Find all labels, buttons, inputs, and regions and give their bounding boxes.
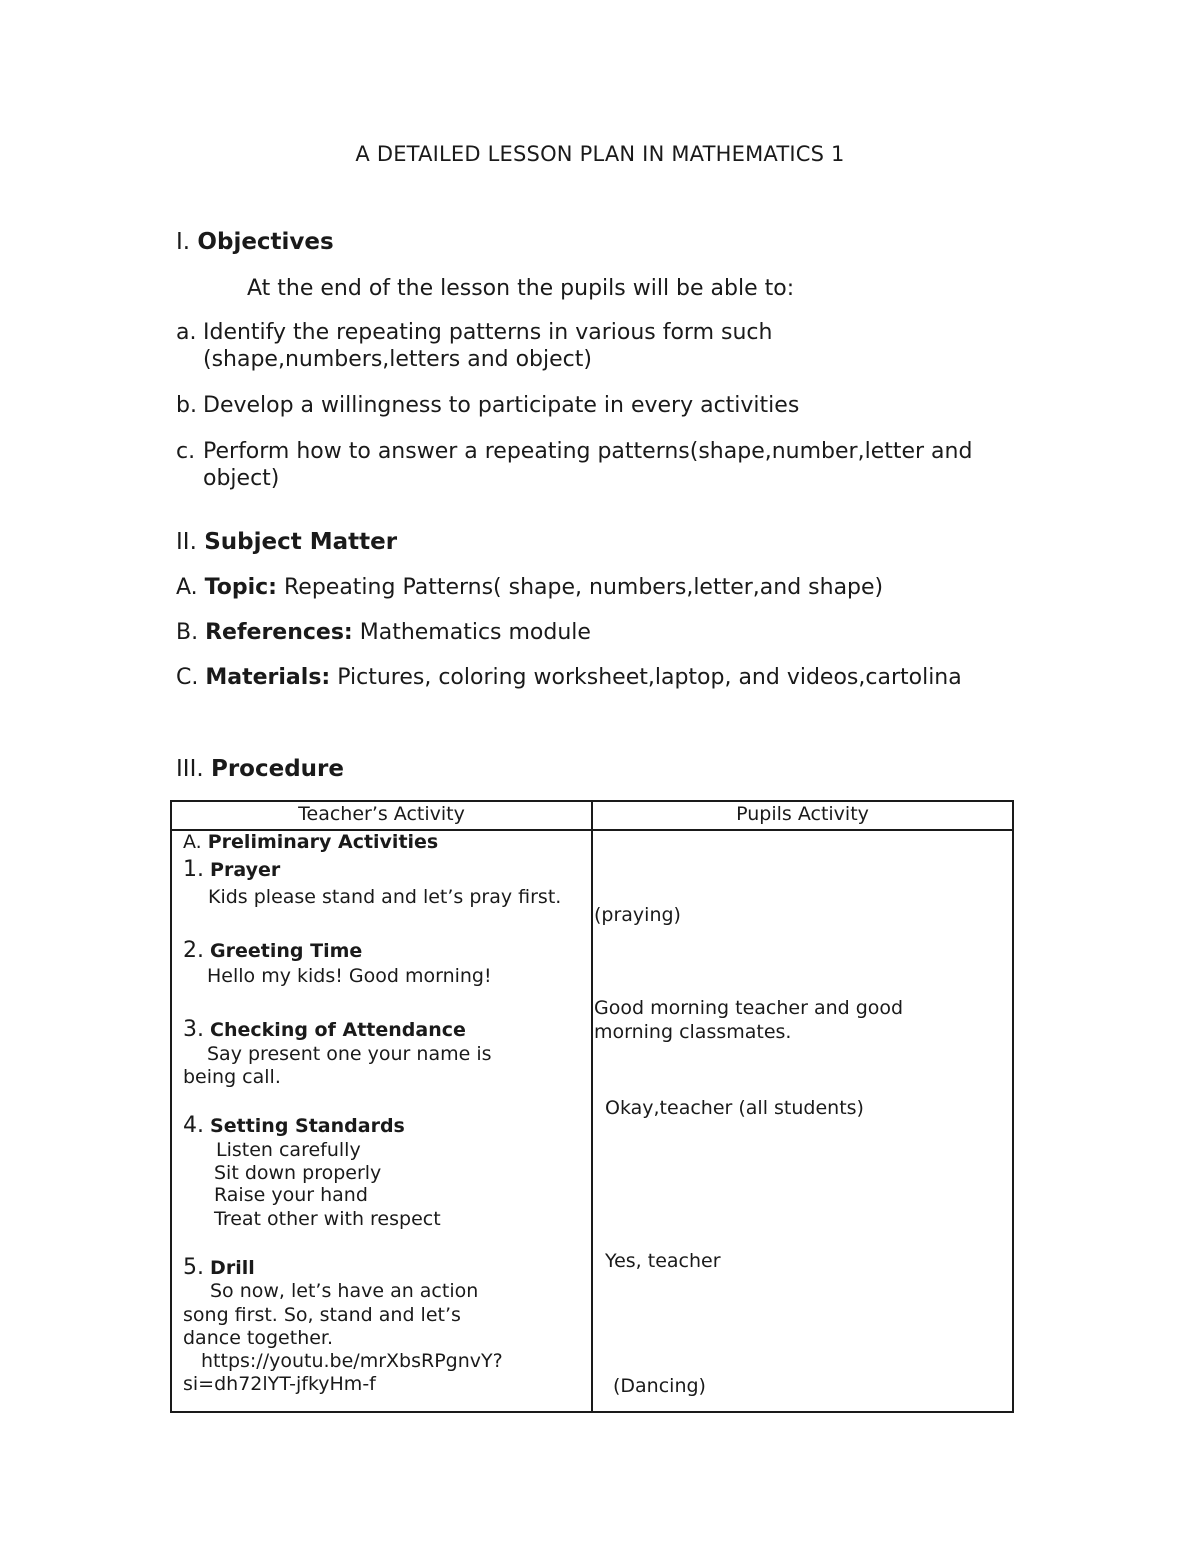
pupil-response: (Dancing) [613,1375,706,1397]
subject-item-references [176,620,591,645]
step-line: Kids please stand and let’s pray first. [208,886,562,908]
objectives-heading [176,229,334,255]
document-title: A DETAILED LESSON PLAN IN MATHEMATICS 1 [355,142,845,166]
subject-matter-heading [176,529,397,555]
objective-label: a. [176,320,197,345]
procedure-heading [176,756,344,782]
subject-item-label: A. [176,575,198,600]
drill-video-link-continued[interactable]: si=dh72lYT-jfkyHm-f [183,1373,376,1395]
drill-video-link[interactable]: https://youtu.be/mrXbsRPgnvY? [201,1350,503,1372]
procedure-table [170,800,1014,1413]
objective-item-c [176,439,195,464]
teacher-activity-cell [171,830,592,1412]
subject-item-value: Repeating Patterns( shape, numbers,letter,and shape) [283,575,884,600]
step-line: Treat other with respect [214,1208,441,1230]
step-title: Greeting Time [210,940,363,962]
step-number: 3. [183,1017,204,1042]
subject-item-key: Topic: [204,575,277,600]
pupil-response: Good morning teacher and good [594,997,904,1019]
section-heading [183,831,438,854]
subject-matter-title: Subject Matter [204,529,398,555]
step-line: Say present one your name is [207,1043,492,1065]
step-line: Listen carefully [216,1139,361,1161]
step-title: Setting Standards [210,1115,405,1137]
step-line: Hello my kids! Good morning! [207,965,492,987]
subject-item-key: References: [205,620,353,645]
objective-item-a [176,320,196,345]
step-attendance [183,1018,466,1042]
pupil-response: (praying) [594,904,681,926]
procedure-numeral: III. [176,756,204,782]
step-line: song first. So, stand and let’s [183,1304,461,1326]
subject-item-value: Pictures, coloring worksheet,laptop, and videos,cartolina [337,665,962,690]
step-line: So now, let’s have an action [210,1280,479,1302]
step-number: 4. [183,1113,204,1138]
subject-matter-numeral: II. [176,529,197,555]
step-number: 5. [183,1255,204,1280]
step-line: being call. [183,1066,281,1088]
subject-item-materials [176,665,962,690]
subject-item-label: B. [176,620,199,645]
objective-label: c. [176,439,196,464]
objective-text: Perform how to answer a repeating patterns(shape,number,letter and [203,439,973,464]
pupil-response: Okay,teacher (all students) [605,1097,864,1119]
step-prayer [183,858,280,882]
step-number: 2. [183,938,204,963]
step-title: Drill [210,1257,255,1279]
section-title: Preliminary Activities [207,831,439,853]
objective-item-b [176,393,197,418]
subject-item-key: Materials: [205,665,331,690]
pupil-response: morning classmates. [594,1021,792,1043]
objectives-numeral: I. [176,229,191,255]
step-line: dance together. [183,1327,334,1349]
step-number: 1. [183,857,204,882]
objective-text-continued: (shape,numbers,letters and object) [203,347,592,372]
step-line: Sit down properly [214,1162,382,1184]
step-title: Prayer [210,859,281,881]
subject-item-label: C. [176,665,199,690]
objectives-title: Objectives [197,229,334,255]
teacher-activity-header: Teacher’s Activity [171,801,592,830]
step-title: Checking of Attendance [210,1019,466,1041]
step-greeting [183,939,362,963]
pupils-activity-cell [592,830,1013,1412]
step-line: Raise your hand [214,1184,368,1206]
subject-item-value: Mathematics module [359,620,591,645]
objective-label: b. [176,393,197,418]
pupil-response: Yes, teacher [605,1250,721,1272]
section-label: A. [183,831,202,853]
procedure-title: Procedure [210,756,344,782]
subject-item-topic [176,575,883,600]
objectives-intro: At the end of the lesson the pupils will be able to: [247,276,795,301]
objective-text-continued: object) [203,466,280,491]
objective-text: Identify the repeating patterns in various form such [203,320,773,345]
step-standards [183,1114,405,1138]
objective-text: Develop a willingness to participate in every activities [203,393,800,418]
pupils-activity-header: Pupils Activity [592,801,1013,830]
step-drill [183,1256,255,1280]
